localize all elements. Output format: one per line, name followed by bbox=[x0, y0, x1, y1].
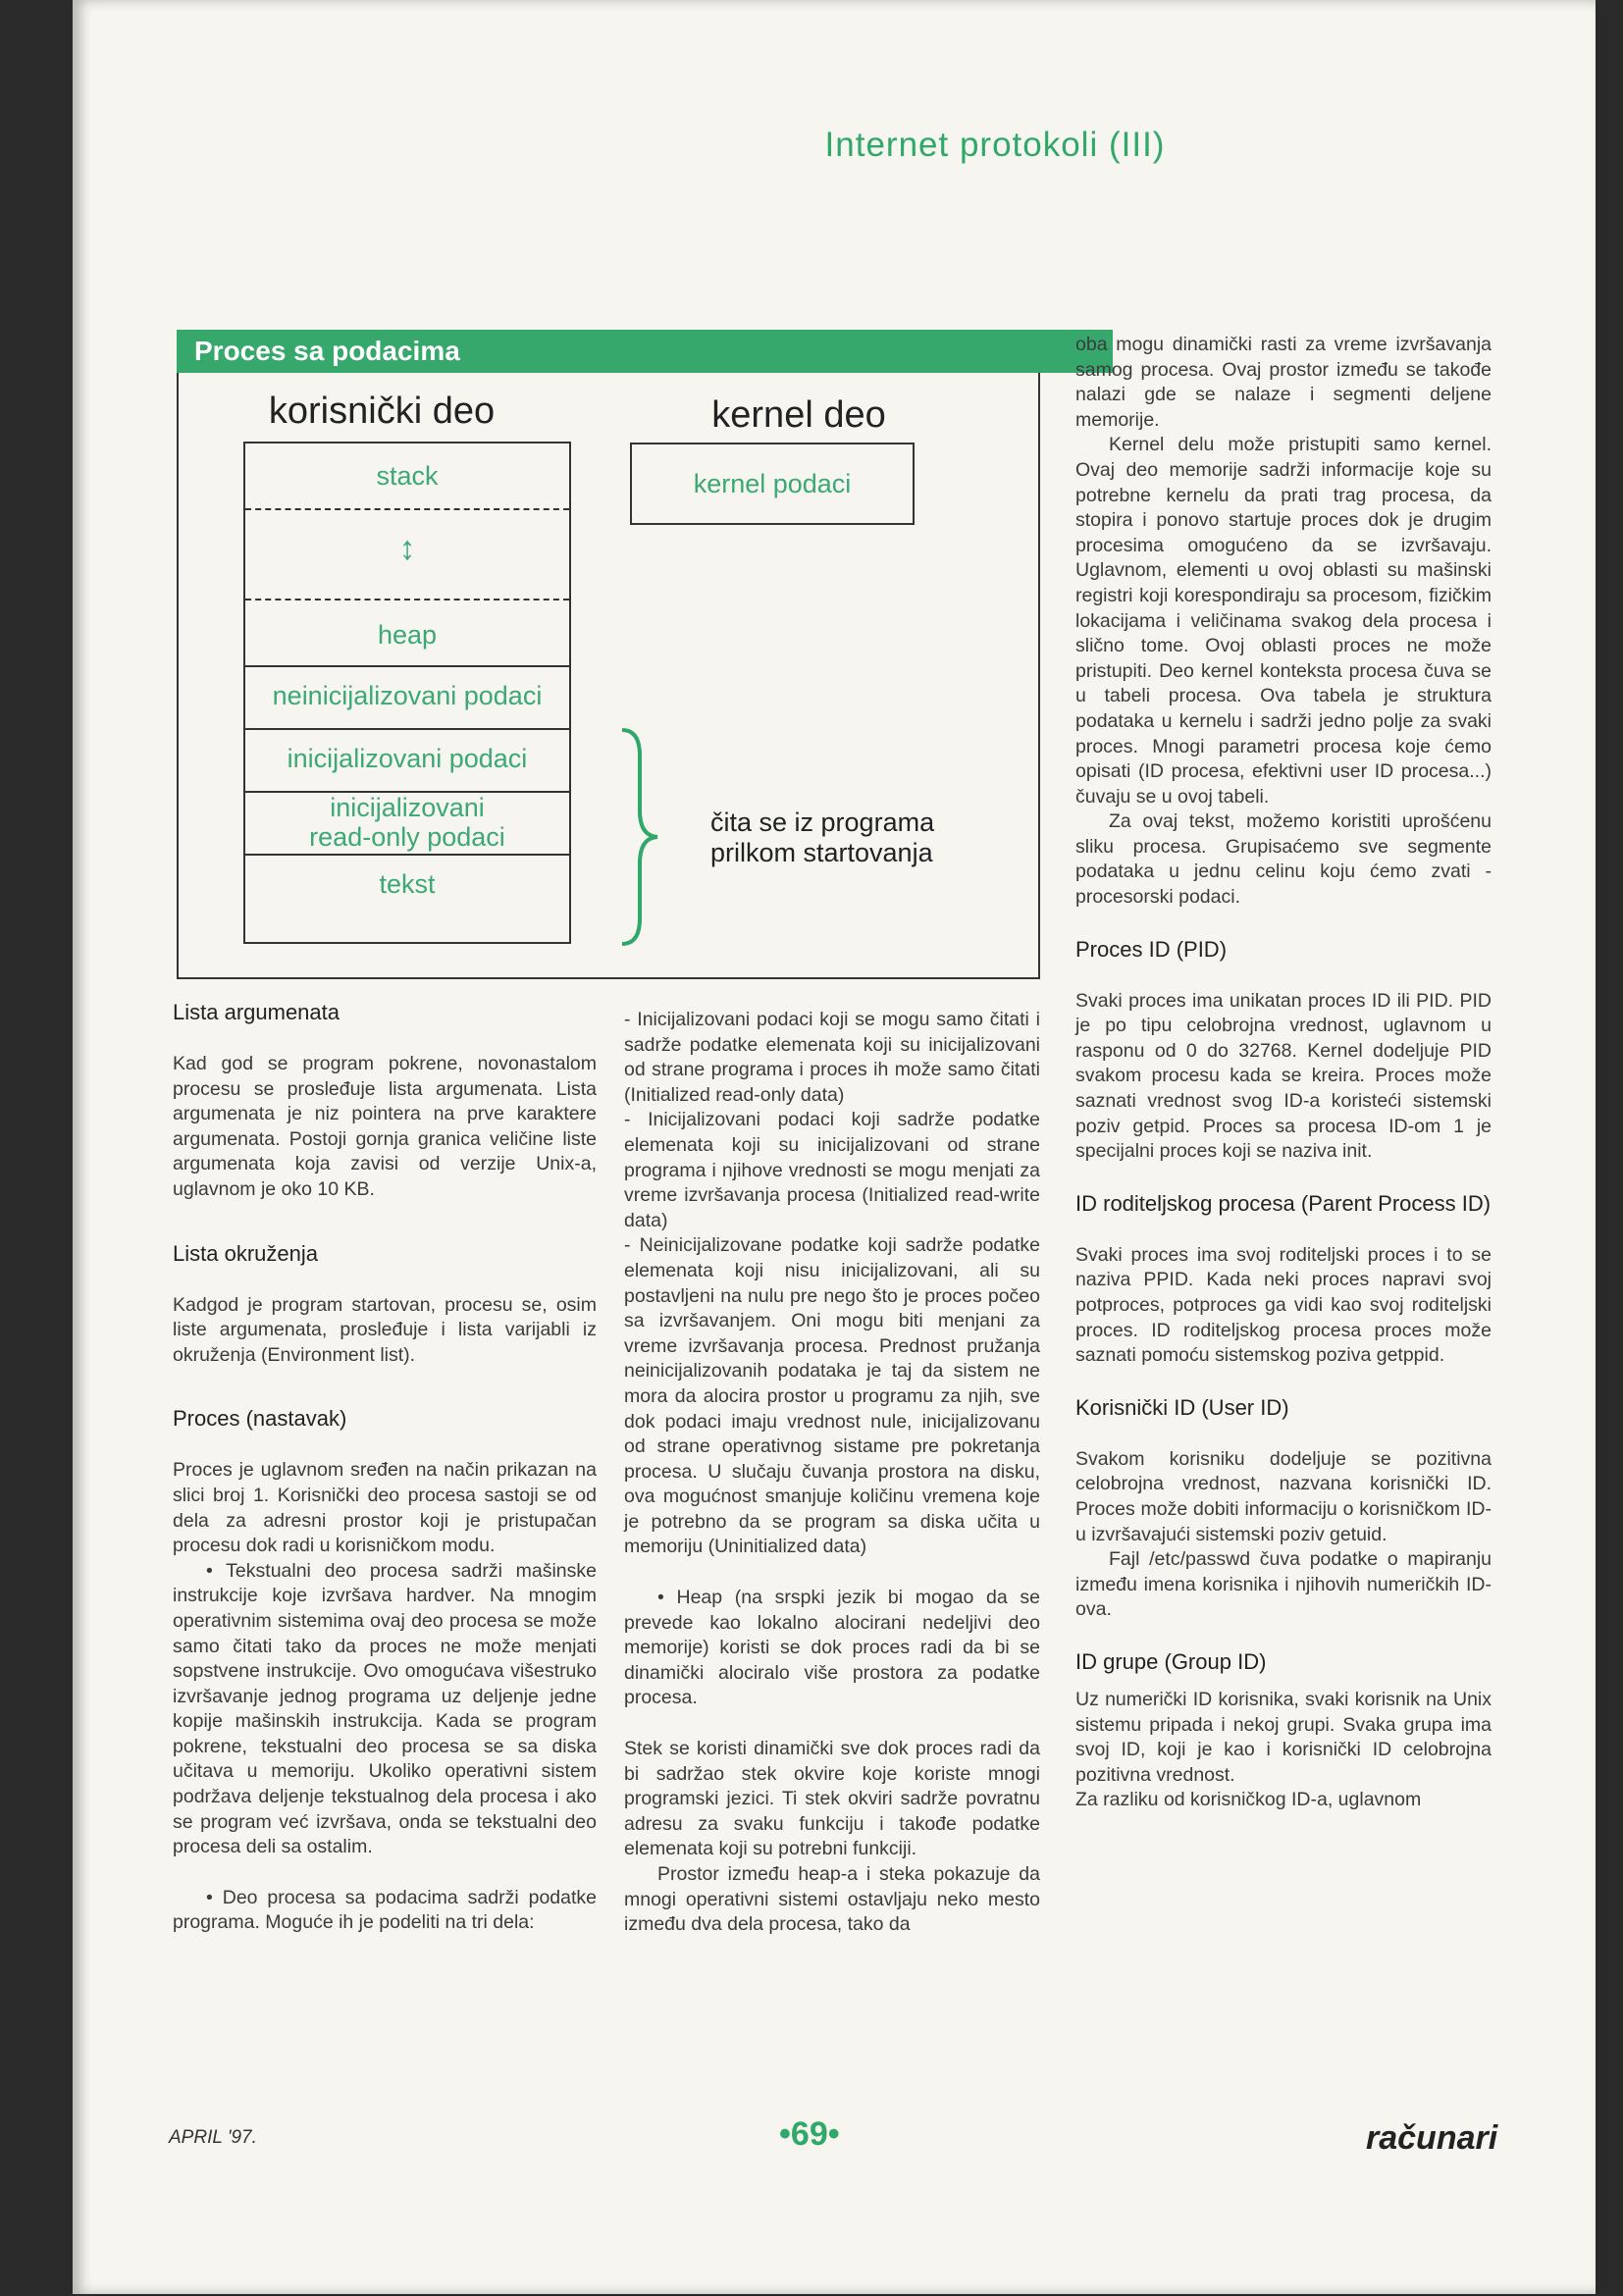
magazine-logo: računari bbox=[1366, 2119, 1498, 2157]
text-column-2 bbox=[624, 1008, 1040, 1938]
load-note-line: čita se iz programa bbox=[710, 808, 935, 837]
segment-initialized-readonly-data bbox=[245, 793, 569, 852]
section-heading: ID roditeljskog procesa (Parent Process ID) bbox=[1075, 1190, 1492, 1216]
kernel-part-heading: kernel deo bbox=[711, 394, 886, 436]
text-column-1 bbox=[173, 999, 597, 1936]
dashed-divider bbox=[245, 508, 569, 510]
section-heading: ID grupe (Group ID) bbox=[1075, 1648, 1267, 1674]
kernel-data-box: kernel podaci bbox=[630, 443, 915, 525]
paragraph: • Deo procesa sa podacima sadrži podatke programa. Moguće ih je podeliti na tri dela: bbox=[173, 1886, 597, 1934]
paragraph: Svaki proces ima svoj roditeljski proces i to se naziva PPID. Kada neki proces napravi svoj potproces, potproces ga vidi kao svoj roditeljski proces. ID roditeljskog procesa proces može saznati pomoću sistemskog poziva getppid. bbox=[1075, 1243, 1492, 1367]
paragraph: Za razliku od korisničkog ID-a, uglavnom bbox=[1075, 1789, 1422, 1811]
arrow-up-down-icon: ↕ bbox=[398, 530, 416, 567]
segment-stack: stack bbox=[376, 461, 439, 491]
paragraph: - Inicijalizovani podaci koji se mogu samo čitati i sadrže podatke elemenata koji su inicijalizovani od strane programa i proces ih može samo čitati (Initialized read-only data) bbox=[624, 1009, 1040, 1106]
paragraph: Stek se koristi dinamički sve dok proces radi da bi sadržao stek okvire koje koriste mnogi programski jezici. Ti stek okviri sadrže povratnu adresu za svaku funkciju i takođe podatke elemenata koji su potrebni funkciji. bbox=[624, 1738, 1040, 1860]
paragraph: Kad god se program pokrene, novonastalom procesu se prosleđuje lista argumenata. Lista argumenata je niz pointera na prve karaktere argumenata. Postoji gornja granica veličine liste argumenata koja zavisi od verzije Unix-a, uglavnom je oko 10 KB. bbox=[173, 1053, 597, 1200]
section-heading: Proces ID (PID) bbox=[1075, 936, 1228, 962]
paragraph: - Neinicijalizovane podatke koji sadrže podatke elemenata koji nisu inicijalizovani, ali su postavljeni na nulu pre nego što je proces počeo sa izvršavanjem. Oni mogu biti menjani za vreme izvršavanja procesa. Prednost pružanja neinicijalizovanih podataka je taj da sistem ne mora da alocira prostor u programu za njih, sve dok podaci imaju vrednost nule, inicijalizovanu od strane operativnog sistame pre pokretanja procesa. U slučaju čuvanja prostora na disku, ova mogućnost smanjuje količinu vremena koje je potrebno da se program sa diska učita u memoriju (Uninitialized data) bbox=[624, 1234, 1040, 1558]
paragraph: Fajl /etc/passwd čuva podatke o mapiranju između imena korisnika i njihovih numeričkih ID-ova. bbox=[1075, 1548, 1492, 1621]
paragraph: • Heap (na srspki jezik bi mogao da se prevede kao lokalno alocirani nedeljivi deo memorije) koristi se dok proces radi da bi se dinamički alociralo više prostora za podatke procesa. bbox=[624, 1587, 1040, 1709]
segment-divider bbox=[245, 665, 569, 667]
segment-text: tekst bbox=[379, 869, 436, 899]
page-title: Internet protokoli (III) bbox=[824, 126, 1166, 164]
section-heading: Proces (nastavak) bbox=[173, 1406, 347, 1432]
page-number: •69• bbox=[779, 2115, 840, 2153]
load-note-line: prilkom startovanja bbox=[710, 838, 933, 867]
segment-divider bbox=[245, 854, 569, 856]
figure-banner: Proces sa podacima bbox=[177, 330, 1113, 373]
magazine-page bbox=[73, 0, 1596, 2294]
issue-date: APRIL '97. bbox=[169, 2127, 257, 2148]
paragraph: • Tekstualni deo procesa sadrži mašinske instrukcije koje izvršava hardver. Na mnogim operativnim sistemima ovaj deo procesa se može samo čitati tako da proces ne može menjati sopstvene instrukcije. Ovo omogućava višestruko izvršavanje jednog programa uz deljenje jedne kopije mašinskih instrukcija. Kada se program pokrene, tekstualni deo procesa se sa diska učitava u memoriju. Ukoliko operativni sistem podržava deljenje tekstualnog dela procesa i ako se program već izvršava, onda se tekstualni deo procesa deli sa ostalim. bbox=[173, 1559, 597, 1858]
segment-divider bbox=[245, 728, 569, 730]
segment-heap: heap bbox=[377, 620, 438, 650]
paragraph: Uz numerički ID korisnika, svaki korisnik na Unix sistemu pripada i nekoj grupi. Svaka grupa ima svoj ID, koji je kao i korisnički ID celobrojna pozitivna vrednost. bbox=[1075, 1688, 1492, 1786]
paragraph: - Inicijalizovani podaci koji sadrže podatke elemenata koji su inicijalizovani od strane programa i njihove vrednosti se mogu menjati za vreme izvršavanja procesa (Initialized read-write data) bbox=[624, 1109, 1040, 1231]
segment-uninitialized-data: neinicijalizovani podaci bbox=[272, 681, 543, 710]
paragraph: Proces je uglavnom sređen na način prikazan na slici broj 1. Korisnički deo procesa sastoji se od dela za adresni prostor koji je pristupačan procesu dok radi u korisničkom modu. bbox=[173, 1459, 597, 1557]
process-memory-diagram bbox=[243, 442, 571, 944]
section-heading: Korisnički ID (User ID) bbox=[1075, 1394, 1289, 1420]
load-note bbox=[710, 808, 1083, 868]
text-column-3 bbox=[1075, 333, 1492, 1813]
paragraph: Svakom korisniku dodeljuje se pozitivna celobrojna vrednost, nazvana korisnički ID. Proces može dobiti informaciju o korisničkom ID-u izvršavajući sistemski poziv getuid. bbox=[1075, 1447, 1492, 1545]
curly-brace-icon bbox=[618, 728, 677, 946]
paragraph: oba mogu dinamički rasti za vreme izvršavanja samog procesa. Ovaj prostor između se takođe nalazi gde se nalaze i segmenti deljene memorije. bbox=[1075, 334, 1492, 431]
segment-initialized-data: inicijalizovani podaci bbox=[287, 744, 528, 773]
paragraph: Kadgod je program startovan, procesu se, osim liste argumenata, prosleđuje i lista varijabli iz okruženja (Environment list). bbox=[173, 1293, 597, 1366]
paragraph: Prostor između heap-a i steka pokazuje da mnogi operativni sistemi ostavljaju neko mesto između dva dela procesa, tako da bbox=[624, 1863, 1040, 1936]
paragraph: Kernel delu može pristupiti samo kernel. Ovaj deo memorije sadrži informacije koje su potrebne kernelu da prati trag procesa, da stopira i ponovo startuje proces dok je drugim procesima omogućeno da se izvršavaju. Uglavnom, elementi u ovoj oblasti su mašinski registri koji korespondiraju sa procesom, fizičkim lokacijama i veličinama svakog dela procesa i slično tome. Ovoj oblasti proces ne može pristupiti. Deo kernel konteksta procesa čuva se u tabeli procesa. Ova tabela je struktura podataka u kernelu i sadrži jedno polje za svaki proces. Mnogi parametri procesa koje ćemo opisati (ID procesa, efektivni user ID procesa...) čuvaju se u ovoj tabeli. bbox=[1075, 434, 1492, 808]
paragraph: Za ovaj tekst, možemo koristiti uprošćenu sliku procesa. Grupisaćemo sve segmente podataka u jednu celinu koju ćemo zvati - procesorski podaci. bbox=[1075, 810, 1492, 909]
segment-label-line: inicijalizovani bbox=[330, 793, 485, 822]
user-part-heading: korisnički deo bbox=[268, 391, 496, 432]
paragraph: Svaki proces ima unikatan proces ID ili PID. PID je po tipu celobrojna vrednost, uglavnom u rasponu od 0 do 32768. Kernel dodeljuje PID svakom procesu kada se kreira. Proces može saznati vrednost svog ID-a koristeći sistemski poziv getpid. Proces sa procesa ID-om 1 je specijalni proces koji se naziva init. bbox=[1075, 989, 1492, 1163]
section-heading: Lista argumenata bbox=[173, 1000, 340, 1024]
segment-label-line: read-only podaci bbox=[309, 822, 505, 852]
dashed-divider bbox=[245, 599, 569, 600]
section-heading: Lista okruženja bbox=[173, 1240, 318, 1266]
